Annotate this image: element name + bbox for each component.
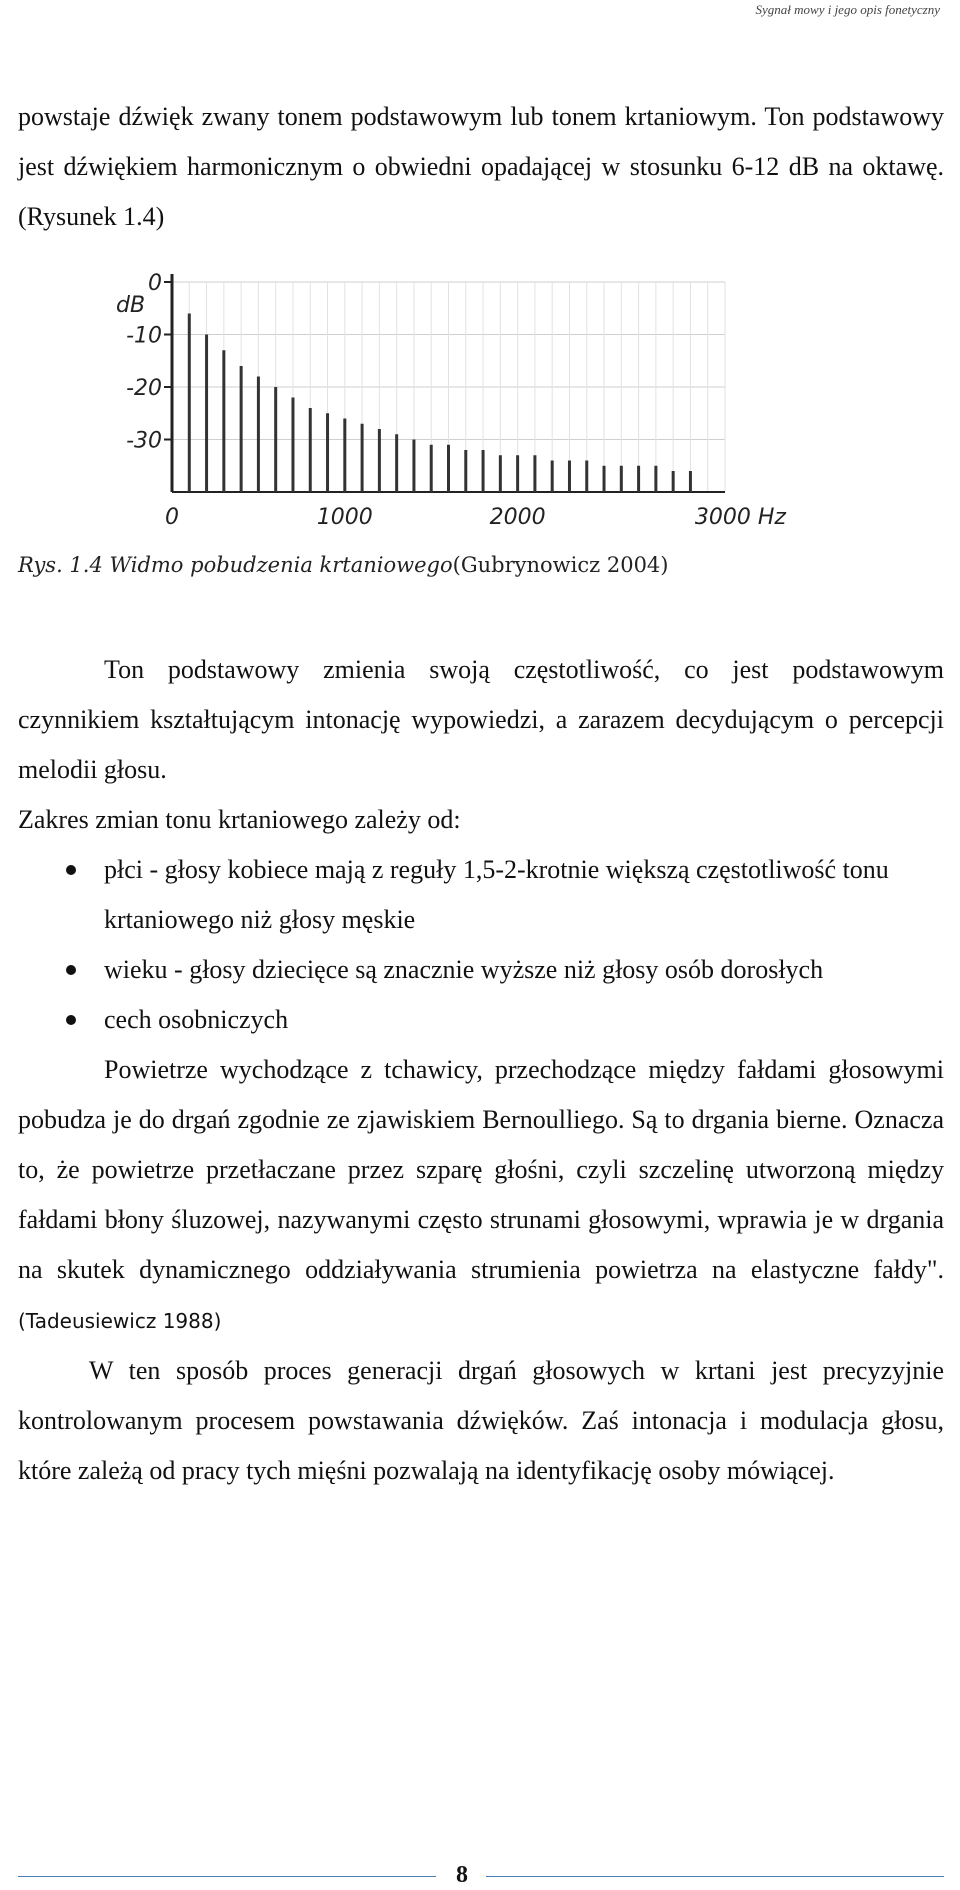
- list-item-text: płci - głosy kobiece mają z reguły 1,5-2-krotnie większą częstotliwość tonu krtaniowego niż głosy męskie: [104, 855, 889, 934]
- x-tick-label: 3000 Hz: [694, 505, 786, 530]
- list-item: [18, 845, 944, 945]
- list-item: [18, 945, 944, 995]
- paragraph-2: Zakres zmian tonu krtaniowego zależy od:: [18, 805, 461, 834]
- intro-paragraph: powstaje dźwięk zwany tonem podstawowym lub tonem krtaniowym. Ton podstawowy jest dźwiękiem harmonicznym o obwiedni opadającej w stosunku 6-12 dB na oktawę. (Rysunek 1.4): [18, 102, 944, 231]
- paragraph-3: [18, 1045, 944, 1346]
- y-tick-label: -20: [126, 376, 162, 401]
- citation: (Tadeusiewicz 1988): [18, 1309, 222, 1333]
- caption-prefix: Rys. 1.4: [18, 553, 110, 577]
- y-tick-label: 0: [148, 271, 162, 296]
- chart-bars: [189, 314, 690, 493]
- y-tick-label: -30: [126, 428, 162, 454]
- bullet-icon: [66, 865, 76, 875]
- running-header: Sygnał mowy i jego opis fonetyczny: [755, 2, 940, 17]
- paragraph-4: W ten sposób proces generacji drgań głosowych w krtani jest precyzyjnie kontrolowanym procesem powstawania dźwięków. Zaś intonacja i modulacja głosu, które zależą od pracy tych mięśni pozwalają na identyfikację osoby mówiącej.: [18, 1356, 944, 1485]
- paragraph-3-text: Powietrze wychodzące z tchawicy, przechodzące między fałdami głosowymi pobudza je do drgań zgodnie ze zjawiskiem Bernoulliego. Są to drgania bierne. Oznacza to, że powietrze przetłaczane przez szparę głośni, czyli szczelinę utworzoną między fałdami błony śluzowej, nazywanymi często strunami głosowymi, wprawia je w drgania na skutek dynamicznego oddziaływania strumienia powietrza na elastyczne fałdy".: [18, 1055, 944, 1284]
- y-tick-label: -10: [126, 323, 162, 349]
- bullet-list: [18, 845, 944, 1045]
- list-item-text: wieku - głosy dziecięce są znacznie wyższe niż głosy osób dorosłych: [104, 955, 824, 984]
- bullet-icon: [66, 1015, 76, 1025]
- page-number: 8: [456, 1862, 468, 1888]
- bullet-icon: [66, 965, 76, 975]
- caption-title: Widmo pobudzenia krtaniowego: [109, 553, 453, 577]
- x-tick-labels: [165, 505, 786, 530]
- list-item: [18, 995, 944, 1045]
- footer-rule-right: [486, 1876, 944, 1877]
- footer-rule-left: [18, 1876, 436, 1877]
- caption-source: (Gubrynowicz 2004): [452, 553, 669, 577]
- x-tick-label: 0: [165, 505, 179, 530]
- x-tick-label: 2000: [489, 505, 546, 530]
- main-text-block: [18, 645, 944, 1496]
- figure-caption: [18, 553, 669, 577]
- list-item-text: cech osobniczych: [104, 1005, 289, 1034]
- paragraph-1: Ton podstawowy zmienia swoją częstotliwość, co jest podstawowym czynnikiem kształtującym intonację wypowiedzi, a zarazem decydującym o percepcji melodii głosu.: [18, 655, 944, 784]
- intro-paragraph-block: [18, 92, 944, 242]
- x-tick-label: 1000: [316, 505, 373, 530]
- spectrum-chart: [100, 260, 820, 540]
- y-axis-label: dB: [116, 293, 146, 318]
